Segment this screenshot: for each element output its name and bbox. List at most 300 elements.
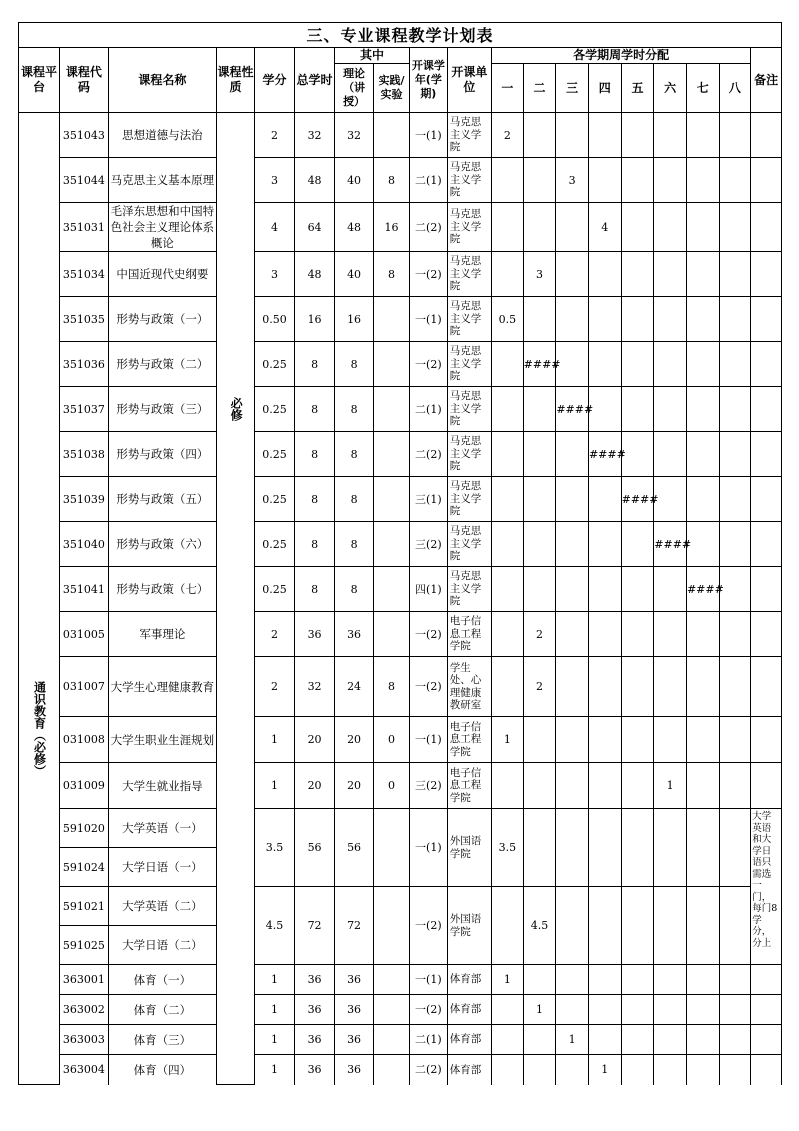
- credit: 1: [255, 1025, 295, 1055]
- sem-cell-8: [719, 657, 751, 717]
- sem-cell-4: [588, 342, 621, 387]
- sem-cell-7: [686, 522, 719, 567]
- term: 二(1): [409, 387, 447, 432]
- table-row: [19, 432, 782, 477]
- unit: 电子信息工程学院: [447, 717, 491, 763]
- course-name: 大学日语（一）: [108, 848, 217, 887]
- total-hours: 8: [295, 522, 335, 567]
- sem-cell-3: ####: [556, 387, 589, 432]
- sem-cell-7: [686, 432, 719, 477]
- unit: 马克思主义学院: [447, 567, 491, 612]
- table-row: [19, 995, 782, 1025]
- table-row: [19, 342, 782, 387]
- credit: 0.25: [255, 567, 295, 612]
- sem-cell-2: 3: [523, 252, 556, 297]
- sem-cell-8: [719, 717, 751, 763]
- course-name: 体育（四）: [108, 1055, 217, 1085]
- term: 二(2): [409, 432, 447, 477]
- note-cell: [751, 717, 782, 763]
- practice-hours: [374, 887, 410, 965]
- credit: 1: [255, 717, 295, 763]
- total-hours: 36: [295, 995, 335, 1025]
- sem-cell-1: [492, 432, 524, 477]
- theory-hours: 36: [335, 965, 374, 995]
- sem-cell-4: ####: [588, 432, 621, 477]
- sem-cell-4: [588, 995, 621, 1025]
- course-code: 363004: [60, 1055, 108, 1085]
- sem-cell-8: [719, 1055, 751, 1085]
- course-code: 031008: [60, 717, 108, 763]
- credit: 0.25: [255, 432, 295, 477]
- table-row: [19, 387, 782, 432]
- header-distribution: 各学期周学时分配: [492, 48, 751, 64]
- sem-cell-5: [621, 203, 654, 252]
- course-code: 351039: [60, 477, 108, 522]
- sem-cell-3: [556, 965, 589, 995]
- sem-cell-2: 4.5: [523, 887, 556, 965]
- sem-cell-6: [654, 432, 687, 477]
- sem-cell-7: [686, 809, 719, 887]
- note-cell: [751, 252, 782, 297]
- theory-hours: 36: [335, 1025, 374, 1055]
- credit: 4.5: [255, 887, 295, 965]
- course-name: 体育（一）: [108, 965, 217, 995]
- note-cell: [751, 297, 782, 342]
- sem-cell-3: 1: [556, 1025, 589, 1055]
- sem-cell-1: [492, 995, 524, 1025]
- header-sem-5: 五: [621, 64, 654, 113]
- credit: 1: [255, 965, 295, 995]
- theory-hours: 36: [335, 995, 374, 1025]
- header-sem-7: 七: [686, 64, 719, 113]
- sem-cell-2: [523, 522, 556, 567]
- sem-cell-6: [654, 887, 687, 965]
- credit: 0.25: [255, 477, 295, 522]
- sem-cell-1: [492, 1055, 524, 1085]
- sem-cell-2: [523, 717, 556, 763]
- course-name: 体育（二）: [108, 995, 217, 1025]
- sem-cell-6: [654, 1055, 687, 1085]
- practice-hours: [374, 567, 410, 612]
- unit: 马克思主义学院: [447, 477, 491, 522]
- sem-cell-6: [654, 657, 687, 717]
- course-code: 351044: [60, 158, 108, 203]
- practice-hours: [374, 432, 410, 477]
- header-sem-1: 一: [492, 64, 524, 113]
- practice-hours: [374, 297, 410, 342]
- header-sem-4: 四: [588, 64, 621, 113]
- header-sem-2: 二: [523, 64, 556, 113]
- note-cell: [751, 763, 782, 809]
- practice-hours: 16: [374, 203, 410, 252]
- theory-hours: 56: [335, 809, 374, 887]
- practice-hours: [374, 965, 410, 995]
- sem-cell-7: [686, 158, 719, 203]
- credit: 0.25: [255, 342, 295, 387]
- sem-cell-2: [523, 1055, 556, 1085]
- course-code: 351040: [60, 522, 108, 567]
- sem-cell-4: [588, 297, 621, 342]
- sem-cell-3: [556, 567, 589, 612]
- sem-cell-1: [492, 477, 524, 522]
- note-cell: [751, 612, 782, 657]
- note-cell: [751, 657, 782, 717]
- table-row: [19, 887, 782, 926]
- sem-cell-4: [588, 657, 621, 717]
- practice-hours: 8: [374, 657, 410, 717]
- sem-cell-2: [523, 809, 556, 887]
- course-name: 大学生职业生涯规划: [108, 717, 217, 763]
- header-name: 课程名称: [108, 48, 217, 113]
- total-hours: 32: [295, 657, 335, 717]
- sem-cell-4: [588, 477, 621, 522]
- practice-hours: [374, 342, 410, 387]
- sem-cell-7: [686, 995, 719, 1025]
- term: 二(1): [409, 158, 447, 203]
- credit: 1: [255, 763, 295, 809]
- sem-cell-1: [492, 252, 524, 297]
- course-name: 形势与政策（一）: [108, 297, 217, 342]
- nature-cell: 必修: [217, 113, 255, 1085]
- theory-hours: 24: [335, 657, 374, 717]
- course-code: 351038: [60, 432, 108, 477]
- sem-cell-1: [492, 203, 524, 252]
- table-row: [19, 809, 782, 848]
- sem-cell-5: [621, 567, 654, 612]
- unit: 马克思主义学院: [447, 522, 491, 567]
- sem-cell-8: [719, 809, 751, 887]
- course-code: 351031: [60, 203, 108, 252]
- sem-cell-4: 4: [588, 203, 621, 252]
- sem-cell-5: [621, 252, 654, 297]
- note-cell: [751, 1025, 782, 1055]
- term: 二(2): [409, 203, 447, 252]
- course-name: 形势与政策（七）: [108, 567, 217, 612]
- sem-cell-2: [523, 965, 556, 995]
- sem-cell-2: [523, 763, 556, 809]
- sem-cell-1: [492, 158, 524, 203]
- course-name: 思想道德与法治: [108, 113, 217, 158]
- table-row: [19, 763, 782, 809]
- sem-cell-7: [686, 113, 719, 158]
- sem-cell-7: [686, 965, 719, 995]
- note-cell: [751, 995, 782, 1025]
- term: 一(1): [409, 965, 447, 995]
- total-hours: 72: [295, 887, 335, 965]
- unit: 体育部: [447, 965, 491, 995]
- course-code: 351037: [60, 387, 108, 432]
- header-among: 其中: [335, 48, 410, 64]
- sem-cell-8: [719, 763, 751, 809]
- sem-cell-3: [556, 612, 589, 657]
- note-cell: [751, 567, 782, 612]
- header-sem-6: 六: [654, 64, 687, 113]
- sem-cell-3: [556, 717, 589, 763]
- table-row: [19, 158, 782, 203]
- sem-cell-2: [523, 432, 556, 477]
- practice-hours: [374, 809, 410, 887]
- sem-cell-2: [523, 1025, 556, 1055]
- sem-cell-7: [686, 1055, 719, 1085]
- sem-cell-1: [492, 522, 524, 567]
- course-name: 形势与政策（三）: [108, 387, 217, 432]
- header-note: 备注: [751, 48, 782, 113]
- sem-cell-6: ####: [654, 522, 687, 567]
- term: 一(1): [409, 113, 447, 158]
- course-name: 大学英语（一）: [108, 809, 217, 848]
- sem-cell-8: [719, 477, 751, 522]
- sem-cell-6: [654, 158, 687, 203]
- credit: 3: [255, 158, 295, 203]
- course-name: 形势与政策（二）: [108, 342, 217, 387]
- sem-cell-1: 3.5: [492, 809, 524, 887]
- header-sem-8: 八: [719, 64, 751, 113]
- sem-cell-8: [719, 432, 751, 477]
- sem-cell-5: [621, 387, 654, 432]
- header-platform: 课程平台: [19, 48, 60, 113]
- sem-cell-3: [556, 763, 589, 809]
- sem-cell-3: [556, 342, 589, 387]
- sem-cell-4: [588, 717, 621, 763]
- sem-cell-4: [588, 809, 621, 887]
- sem-cell-3: [556, 657, 589, 717]
- table-row: [19, 522, 782, 567]
- sem-cell-7: [686, 1025, 719, 1055]
- total-hours: 8: [295, 477, 335, 522]
- sem-cell-8: [719, 158, 751, 203]
- unit: 马克思主义学院: [447, 342, 491, 387]
- sem-cell-1: [492, 342, 524, 387]
- sem-cell-3: [556, 887, 589, 965]
- sem-cell-3: [556, 477, 589, 522]
- course-code: 591021: [60, 887, 108, 926]
- table-row: [19, 567, 782, 612]
- practice-hours: [374, 1025, 410, 1055]
- credit: 2: [255, 113, 295, 158]
- sem-cell-5: [621, 995, 654, 1025]
- sem-cell-7: ####: [686, 567, 719, 612]
- sem-cell-4: [588, 887, 621, 965]
- course-code: 363003: [60, 1025, 108, 1055]
- total-hours: 20: [295, 717, 335, 763]
- table-title: 三、专业课程教学计划表: [19, 23, 782, 48]
- sem-cell-1: 0.5: [492, 297, 524, 342]
- sem-cell-6: [654, 477, 687, 522]
- sem-cell-8: [719, 887, 751, 965]
- unit: 马克思主义学院: [447, 387, 491, 432]
- total-hours: 36: [295, 965, 335, 995]
- sem-cell-5: ####: [621, 477, 654, 522]
- sem-cell-5: [621, 113, 654, 158]
- practice-hours: 0: [374, 763, 410, 809]
- unit: 马克思主义学院: [447, 432, 491, 477]
- term: 一(2): [409, 887, 447, 965]
- sem-cell-4: [588, 158, 621, 203]
- course-name: 大学生就业指导: [108, 763, 217, 809]
- sem-cell-5: [621, 342, 654, 387]
- term: 一(2): [409, 252, 447, 297]
- unit: 马克思主义学院: [447, 252, 491, 297]
- sem-cell-7: [686, 657, 719, 717]
- note-cell: [751, 522, 782, 567]
- header-code: 课程代码: [60, 48, 108, 113]
- term: 一(1): [409, 717, 447, 763]
- sem-cell-7: [686, 763, 719, 809]
- unit: 外国语学院: [447, 887, 491, 965]
- sem-cell-7: [686, 297, 719, 342]
- practice-hours: [374, 387, 410, 432]
- course-code: 363001: [60, 965, 108, 995]
- header-practice: 实践/实验: [374, 64, 410, 113]
- practice-hours: 8: [374, 252, 410, 297]
- course-name: 中国近现代史纲要: [108, 252, 217, 297]
- credit: 1: [255, 995, 295, 1025]
- credit: 4: [255, 203, 295, 252]
- total-hours: 8: [295, 432, 335, 477]
- sem-cell-5: [621, 432, 654, 477]
- sem-cell-8: [719, 965, 751, 995]
- note-cell: [751, 113, 782, 158]
- sem-cell-3: [556, 252, 589, 297]
- course-plan-table: [18, 22, 782, 1085]
- practice-hours: [374, 612, 410, 657]
- sem-cell-8: [719, 113, 751, 158]
- theory-hours: 8: [335, 477, 374, 522]
- sem-cell-3: [556, 432, 589, 477]
- sem-cell-3: [556, 113, 589, 158]
- unit: 外国语学院: [447, 809, 491, 887]
- practice-hours: 0: [374, 717, 410, 763]
- term: 三(1): [409, 477, 447, 522]
- term: 一(2): [409, 612, 447, 657]
- course-name: 毛泽东思想和中国特色社会主义理论体系概论: [108, 203, 217, 252]
- note-cell: [751, 1055, 782, 1085]
- sem-cell-4: [588, 113, 621, 158]
- practice-hours: [374, 1055, 410, 1085]
- theory-hours: 8: [335, 387, 374, 432]
- sem-cell-6: 1: [654, 763, 687, 809]
- table-row: [19, 297, 782, 342]
- theory-hours: 8: [335, 342, 374, 387]
- header-credit: 学分: [255, 48, 295, 113]
- sem-cell-6: [654, 717, 687, 763]
- total-hours: 8: [295, 387, 335, 432]
- sem-cell-2: [523, 567, 556, 612]
- course-code: 351034: [60, 252, 108, 297]
- sem-cell-5: [621, 717, 654, 763]
- theory-hours: 40: [335, 252, 374, 297]
- sem-cell-6: [654, 113, 687, 158]
- theory-hours: 16: [335, 297, 374, 342]
- total-hours: 48: [295, 158, 335, 203]
- sem-cell-6: [654, 252, 687, 297]
- total-hours: 16: [295, 297, 335, 342]
- table-row: [19, 612, 782, 657]
- credit: 2: [255, 612, 295, 657]
- sem-cell-6: [654, 297, 687, 342]
- sem-cell-4: [588, 965, 621, 995]
- sem-cell-1: [492, 567, 524, 612]
- credit: 2: [255, 657, 295, 717]
- sem-cell-5: [621, 612, 654, 657]
- unit: 学生处、心理健康教研室: [447, 657, 491, 717]
- theory-hours: 8: [335, 567, 374, 612]
- sem-cell-4: [588, 1025, 621, 1055]
- table-row: [19, 965, 782, 995]
- sem-cell-6: [654, 567, 687, 612]
- course-code: 363002: [60, 995, 108, 1025]
- theory-hours: 72: [335, 887, 374, 965]
- total-hours: 20: [295, 763, 335, 809]
- course-name: 体育（三）: [108, 1025, 217, 1055]
- unit: 电子信息工程学院: [447, 763, 491, 809]
- total-hours: 8: [295, 567, 335, 612]
- header-total-hours: 总学时: [295, 48, 335, 113]
- course-name: 大学日语（二）: [108, 926, 217, 965]
- platform-cell: 通识教育（必修）: [19, 113, 60, 1085]
- term: 一(1): [409, 297, 447, 342]
- total-hours: 36: [295, 1025, 335, 1055]
- sem-cell-6: [654, 965, 687, 995]
- unit: 马克思主义学院: [447, 297, 491, 342]
- course-code: 351041: [60, 567, 108, 612]
- sem-cell-5: [621, 1025, 654, 1055]
- table-row: [19, 657, 782, 717]
- sem-cell-3: [556, 995, 589, 1025]
- practice-hours: [374, 522, 410, 567]
- sem-cell-1: [492, 887, 524, 965]
- practice-hours: [374, 113, 410, 158]
- course-code: 031009: [60, 763, 108, 809]
- sem-cell-7: [686, 477, 719, 522]
- credit: 3.5: [255, 809, 295, 887]
- sem-cell-4: [588, 252, 621, 297]
- sem-cell-7: [686, 612, 719, 657]
- unit: 体育部: [447, 1055, 491, 1085]
- sem-cell-1: [492, 612, 524, 657]
- sem-cell-4: [588, 612, 621, 657]
- course-code: 351043: [60, 113, 108, 158]
- sem-cell-7: [686, 252, 719, 297]
- theory-hours: 8: [335, 522, 374, 567]
- course-code: 591020: [60, 809, 108, 848]
- header-theory: 理论（讲授）: [335, 64, 374, 113]
- course-name: 大学生心理健康教育: [108, 657, 217, 717]
- theory-hours: 48: [335, 203, 374, 252]
- sem-cell-2: [523, 158, 556, 203]
- term: 一(2): [409, 657, 447, 717]
- credit: 0.25: [255, 522, 295, 567]
- total-hours: 8: [295, 342, 335, 387]
- credit: 0.50: [255, 297, 295, 342]
- term: 四(1): [409, 567, 447, 612]
- total-hours: 36: [295, 1055, 335, 1085]
- total-hours: 36: [295, 612, 335, 657]
- term: 一(2): [409, 342, 447, 387]
- note-cell: [751, 158, 782, 203]
- header-nature: 课程性质: [217, 48, 255, 113]
- course-name: 军事理论: [108, 612, 217, 657]
- sem-cell-8: [719, 612, 751, 657]
- course-code: 031005: [60, 612, 108, 657]
- table-row: [19, 1025, 782, 1055]
- sem-cell-8: [719, 995, 751, 1025]
- sem-cell-1: [492, 387, 524, 432]
- sem-cell-2: 1: [523, 995, 556, 1025]
- sem-cell-4: 1: [588, 1055, 621, 1085]
- course-name: 形势与政策（五）: [108, 477, 217, 522]
- sem-cell-1: [492, 1025, 524, 1055]
